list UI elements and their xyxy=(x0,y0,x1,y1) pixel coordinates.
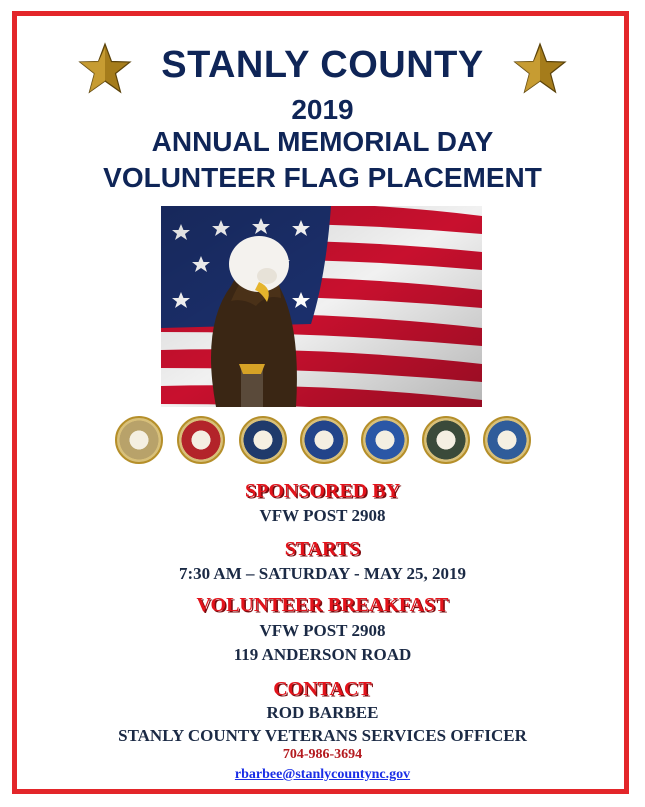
breakfast-location: VFW POST 2908 xyxy=(259,621,386,640)
sponsor-name: VFW POST 2908 xyxy=(259,506,386,525)
coast-guard-seal-icon xyxy=(361,416,409,464)
air-force-seal-icon xyxy=(300,416,348,464)
marine-corps-seal-icon xyxy=(177,416,225,464)
event-title-line2: VOLUNTEER FLAG PLACEMENT xyxy=(103,162,542,193)
army-national-guard-seal-icon xyxy=(422,416,470,464)
bald-eagle-flag-icon xyxy=(161,206,482,407)
contact-phone: 704-986-3694 xyxy=(282,747,363,762)
contact-name: ROD BARBEE xyxy=(266,703,379,722)
event-title-line1: ANNUAL MEMORIAL DAY xyxy=(151,126,494,157)
eagle-flag-image xyxy=(161,206,482,407)
national-guard-seal-icon xyxy=(483,416,531,464)
start-time: 7:30 AM – SATURDAY - MAY 25, 2019 xyxy=(178,564,467,583)
army-seal-icon xyxy=(115,416,163,464)
contact-title: STANLY COUNTY VETERANS SERVICES OFFICER xyxy=(118,726,527,745)
breakfast-address: 119 ANDERSON ROAD xyxy=(233,645,412,664)
starts-heading: STARTS xyxy=(284,538,361,560)
breakfast-heading: VOLUNTEER BREAKFAST xyxy=(196,594,449,616)
county-title: STANLY COUNTY xyxy=(161,44,484,86)
sponsored-heading: SPONSORED BY xyxy=(244,480,401,502)
year-title: 2019 xyxy=(291,94,354,125)
navy-seal-icon xyxy=(239,416,287,464)
military-seals-row xyxy=(0,416,645,468)
contact-heading: CONTACT xyxy=(273,678,372,700)
contact-email-link[interactable]: rbarbee@stanlycountync.gov xyxy=(234,767,411,782)
